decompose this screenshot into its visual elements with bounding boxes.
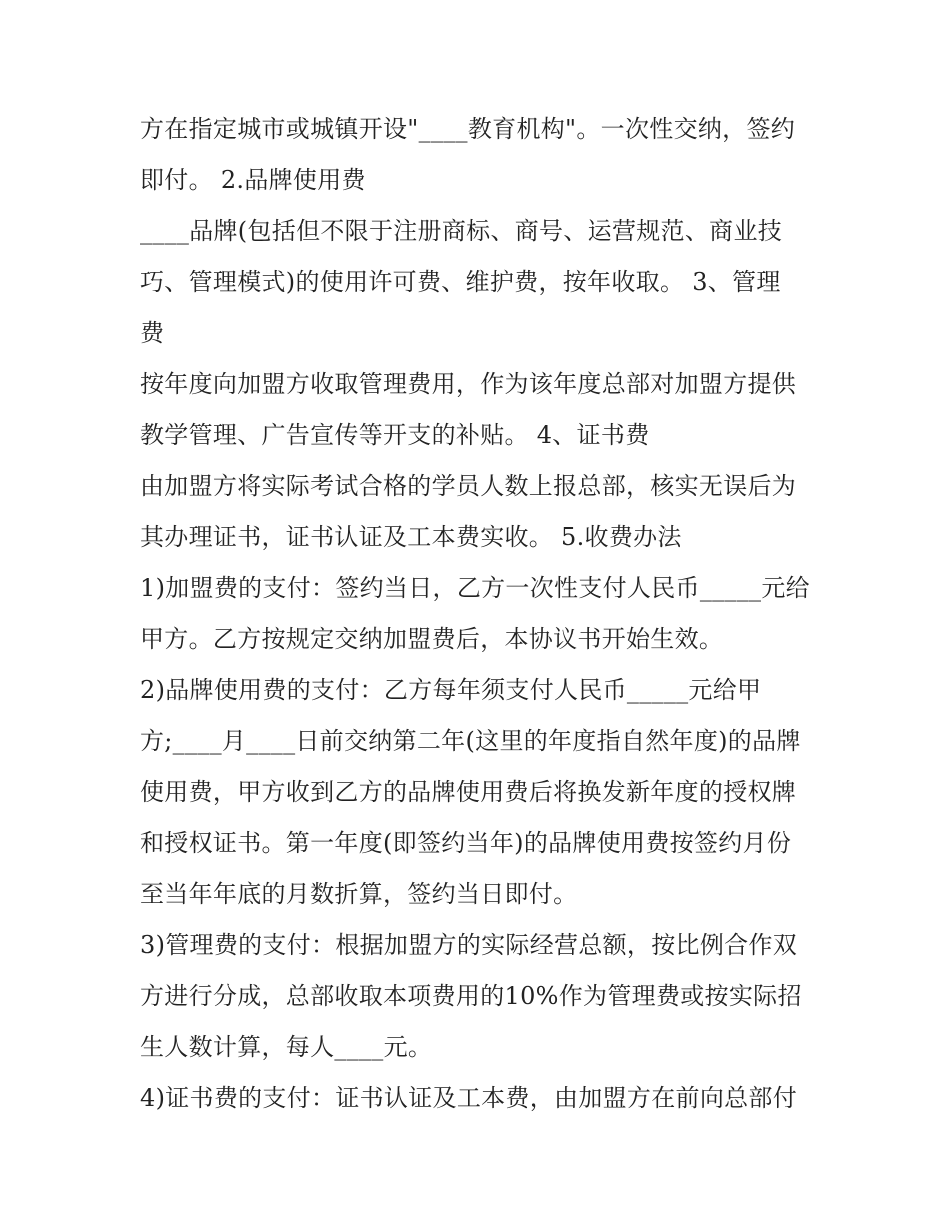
text-line: 其办理证书，证书认证及工本费实收。 5.收费办法 (140, 523, 682, 551)
text-line: 4)证书费的支付：证书认证及工本费，由加盟方在前向总部付 (140, 1084, 798, 1112)
text-line: 生人数计算，每人____元。 (140, 1033, 433, 1061)
document-body (140, 104, 820, 1124)
text-line: 由加盟方将实际考试合格的学员人数上报总部，核实无误后为 (140, 472, 797, 500)
text-line: 按年度向加盟方收取管理费用，作为该年度总部对加盟方提供 (140, 370, 797, 398)
text-line: 方;____月____日前交纳第二年(这里的年度指自然年度)的品牌 (140, 727, 801, 755)
text-line: 3)管理费的支付：根据加盟方的实际经营总额，按比例合作双 (140, 931, 798, 959)
text-line: 1)加盟费的支付：签约当日，乙方一次性支付人民币_____元给 (140, 574, 810, 602)
text-line: 费 (140, 319, 165, 347)
text-line: 至当年年底的月数折算，签约当日即付。 (140, 880, 578, 908)
text-line: 甲方。乙方按规定交纳加盟费后，本协议书开始生效。 (140, 625, 724, 653)
text-line: 和授权证书。第一年度(即签约当年)的品牌使用费按签约月份 (140, 829, 792, 857)
text-line: ____品牌(包括但不限于注册商标、商号、运营规范、商业技 (140, 217, 783, 245)
text-line: 巧、管理模式)的使用许可费、维护费，按年收取。 3、管理 (140, 268, 781, 296)
text-line: 方进行分成，总部收取本项费用的10%作为管理费或按实际招 (140, 982, 802, 1010)
text-line: 方在指定城市或城镇开设"____教育机构"。一次性交纳，签约 (140, 115, 796, 143)
text-line: 即付。 2.品牌使用费 (140, 166, 366, 194)
text-line: 教学管理、广告宣传等开支的补贴。 4、证书费 (140, 421, 650, 449)
text-line: 2)品牌使用费的支付：乙方每年须支付人民币_____元给甲 (140, 676, 762, 704)
text-line: 使用费，甲方收到乙方的品牌使用费后将换发新年度的授权牌 (140, 778, 797, 806)
